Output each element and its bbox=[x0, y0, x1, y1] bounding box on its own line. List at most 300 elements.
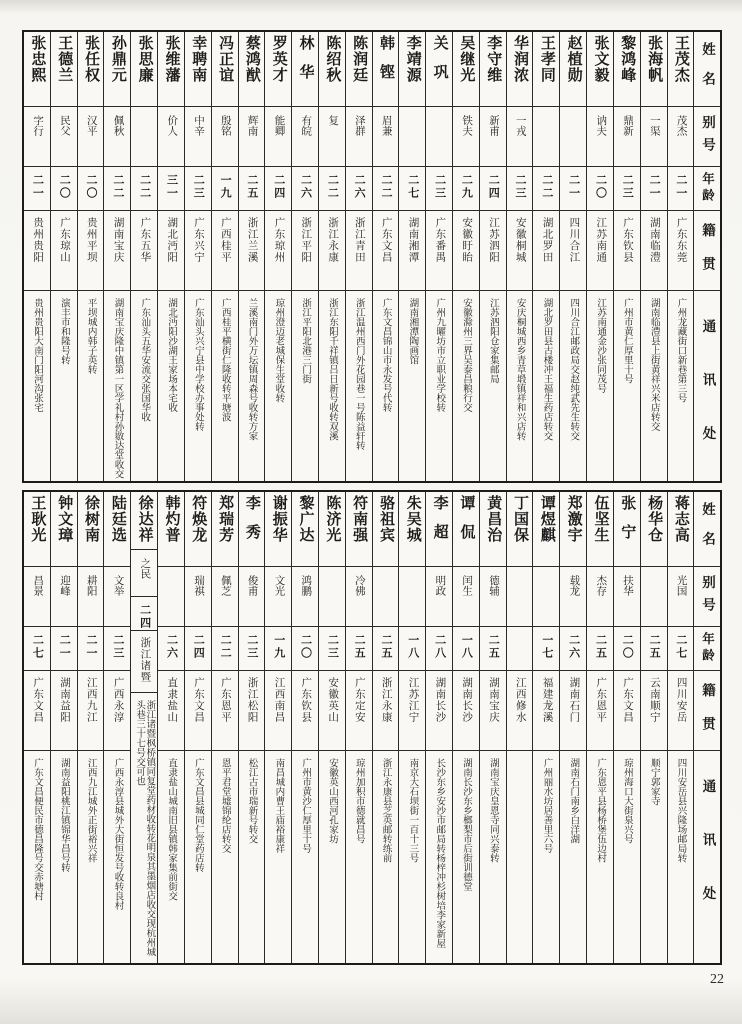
name-cell-text: 陆廷选 bbox=[109, 495, 126, 543]
origin-cell bbox=[78, 211, 104, 291]
name-cell bbox=[614, 492, 640, 567]
age-cell-text: 二二 bbox=[138, 174, 151, 200]
alias-cell bbox=[480, 567, 506, 627]
name-cell-text: 王德兰 bbox=[56, 35, 73, 83]
age-cell-text: 二〇 bbox=[594, 174, 607, 200]
alias-cell bbox=[158, 107, 184, 167]
origin-cell bbox=[426, 671, 452, 751]
entry-column bbox=[613, 492, 640, 963]
age-cell bbox=[426, 627, 452, 671]
address-cell-text: 南昌城内曹王庙裕康祥 bbox=[273, 758, 284, 853]
entry-column bbox=[264, 492, 291, 963]
alias-cell bbox=[453, 567, 479, 627]
address-cell bbox=[51, 291, 77, 481]
header-address bbox=[694, 751, 720, 963]
age-cell-text: 二四 bbox=[138, 603, 151, 630]
age-cell-text: 二三 bbox=[111, 634, 124, 660]
origin-cell-text: 广西永淳 bbox=[112, 677, 124, 723]
name-cell-text: 张任权 bbox=[83, 35, 100, 83]
origin-cell-text: 湖南益阳 bbox=[58, 677, 70, 723]
name-cell bbox=[239, 32, 265, 107]
origin-cell bbox=[319, 211, 345, 291]
age-cell bbox=[51, 627, 77, 671]
origin-cell-text: 广东五华 bbox=[139, 217, 151, 263]
origin-cell-text: 湖北沔阳 bbox=[166, 217, 178, 263]
name-cell bbox=[641, 492, 667, 567]
address-cell bbox=[373, 751, 399, 963]
alias-cell bbox=[614, 107, 640, 167]
entry-column bbox=[318, 492, 345, 963]
entry-column bbox=[372, 32, 399, 481]
age-cell bbox=[533, 627, 559, 671]
address-cell bbox=[480, 751, 506, 963]
name-cell bbox=[158, 32, 184, 107]
origin-cell bbox=[265, 211, 291, 291]
age-cell-text: 二三 bbox=[514, 174, 527, 200]
origin-cell-text: 湖南长沙 bbox=[434, 677, 446, 723]
header-name bbox=[694, 492, 720, 567]
origin-cell bbox=[158, 211, 184, 291]
age-cell-text: 二四 bbox=[192, 634, 205, 660]
address-cell-text: 浙江诸暨枫桥镇同复堂药材收转花明泉其墨烟店收交现杭州城头巷三十七号交可也 bbox=[134, 700, 155, 957]
name-cell bbox=[212, 32, 238, 107]
address-cell bbox=[373, 291, 399, 481]
address-cell bbox=[641, 751, 667, 963]
name-cell-text: 陈润廷 bbox=[351, 35, 368, 83]
origin-cell-text: 广东番禺 bbox=[434, 217, 446, 263]
name-cell-text: 赵植勋 bbox=[565, 35, 582, 83]
age-cell-text: 二一 bbox=[31, 174, 44, 200]
address-cell-text: 琼州澄迈老城保生堂收转 bbox=[273, 298, 284, 403]
address-cell bbox=[346, 751, 372, 963]
header-age bbox=[694, 167, 720, 211]
entry-column bbox=[291, 32, 318, 481]
alias-cell-text: 一戎 bbox=[514, 115, 526, 136]
address-cell-text: 四川合江邮政局交赵纯武先生转交 bbox=[568, 298, 579, 441]
alias-cell bbox=[24, 107, 50, 167]
address-cell bbox=[560, 751, 586, 963]
name-cell bbox=[399, 492, 425, 567]
header-origin bbox=[694, 671, 720, 751]
alias-cell-text: 茂杰 bbox=[675, 115, 687, 136]
origin-cell-text: 广东钦县 bbox=[300, 677, 312, 723]
address-cell-text: 恩平君堂墟锦纶店转交 bbox=[219, 758, 230, 853]
header-name-text: 姓名 bbox=[699, 42, 715, 101]
origin-cell-text: 湖南宝庆 bbox=[112, 217, 124, 263]
alias-cell-text: 佩秋 bbox=[112, 115, 124, 136]
alias-cell-text: 瑞祺 bbox=[193, 575, 205, 596]
age-cell bbox=[185, 627, 211, 671]
address-cell-text: 广东文昌便民市德昌隆号交赤塘村 bbox=[32, 758, 43, 901]
alias-cell-text: 文光 bbox=[273, 575, 285, 596]
address-cell bbox=[560, 291, 586, 481]
origin-cell-text: 湖南临澧 bbox=[648, 217, 660, 263]
name-cell-text: 郑瑞芳 bbox=[217, 495, 234, 543]
alias-cell bbox=[51, 567, 77, 627]
name-cell bbox=[319, 492, 345, 567]
name-cell bbox=[453, 32, 479, 107]
alias-cell bbox=[292, 107, 318, 167]
alias-cell bbox=[399, 107, 425, 167]
origin-cell-text: 江苏泗阳 bbox=[487, 217, 499, 263]
header-origin-text: 籍贯 bbox=[699, 683, 715, 750]
age-cell bbox=[560, 167, 586, 211]
alias-cell bbox=[560, 107, 586, 167]
name-cell-text: 罗英才 bbox=[270, 35, 287, 83]
origin-cell-text: 广东文昌 bbox=[380, 217, 392, 263]
name-cell-text: 张思廉 bbox=[136, 35, 153, 83]
entry-column bbox=[425, 492, 452, 963]
header-origin-text: 籍贯 bbox=[699, 223, 715, 290]
address-cell-text: 长沙东乡安沙市邮局转杨梓冲杉树培李家新屋 bbox=[434, 758, 445, 948]
age-cell bbox=[533, 167, 559, 211]
header-alias-text: 别号 bbox=[699, 575, 715, 620]
name-cell-text: 蔡鸿猷 bbox=[243, 35, 260, 83]
address-cell bbox=[292, 751, 318, 963]
name-cell-text: 伍坚生 bbox=[592, 495, 609, 543]
alias-cell-text: 闰生 bbox=[461, 575, 473, 596]
entry-column bbox=[345, 492, 372, 963]
origin-cell bbox=[51, 671, 77, 751]
entry-column bbox=[532, 32, 559, 481]
age-cell bbox=[507, 627, 533, 671]
address-cell bbox=[668, 291, 694, 481]
origin-cell-text: 广东文昌 bbox=[32, 677, 44, 723]
name-cell-text: 张海帆 bbox=[646, 35, 663, 83]
origin-cell-text: 广东文昌 bbox=[193, 677, 205, 723]
age-cell-text: 二一 bbox=[58, 634, 71, 660]
age-cell-text: 二一 bbox=[674, 174, 687, 200]
address-cell-text: 广东恩平县杨桥堡伍边村 bbox=[595, 758, 606, 863]
name-cell bbox=[292, 32, 318, 107]
age-cell-text: 二一 bbox=[85, 634, 98, 660]
address-cell bbox=[399, 291, 425, 481]
age-cell bbox=[51, 167, 77, 211]
name-cell-text: 韩铿 bbox=[377, 35, 394, 93]
entry-column bbox=[77, 492, 104, 963]
age-cell bbox=[587, 167, 613, 211]
address-cell-text: 安庆桐城西乡青草塅镇祥和兴店转 bbox=[514, 298, 525, 441]
entry-column bbox=[264, 32, 291, 481]
name-cell bbox=[668, 32, 694, 107]
age-cell bbox=[104, 167, 130, 211]
alias-cell bbox=[78, 567, 104, 627]
name-cell-text: 王茂杰 bbox=[672, 35, 689, 83]
address-cell-text: 贵州贵阳大南门阳河沟张宅 bbox=[32, 298, 43, 412]
origin-cell bbox=[212, 211, 238, 291]
age-cell bbox=[426, 167, 452, 211]
age-cell-text: 二〇 bbox=[58, 174, 71, 200]
address-cell bbox=[507, 291, 533, 481]
name-cell bbox=[51, 32, 77, 107]
age-cell-text: 二二 bbox=[540, 174, 553, 200]
origin-cell bbox=[399, 671, 425, 751]
name-cell-text: 朱吴城 bbox=[404, 495, 421, 543]
address-cell-text: 兰溪南门外万坛镇周森号收转方家 bbox=[246, 298, 257, 441]
name-cell-text: 谢振华 bbox=[270, 495, 287, 543]
age-cell bbox=[373, 167, 399, 211]
origin-cell-text: 湖南湘潭 bbox=[407, 217, 419, 263]
address-cell-text: 湖北罗田县古楼冲王福生药店转交 bbox=[541, 298, 552, 441]
address-cell bbox=[131, 291, 157, 481]
origin-cell bbox=[507, 671, 533, 751]
header-column bbox=[693, 492, 720, 963]
name-cell bbox=[265, 492, 291, 567]
origin-cell-text: 广西桂平 bbox=[219, 217, 231, 263]
origin-cell bbox=[533, 211, 559, 291]
age-cell-text: 一八 bbox=[460, 634, 473, 660]
address-cell-text: 湖南宝庆隆中镇第一区学礼村孙敭达堂收交 bbox=[112, 298, 123, 479]
alias-cell-text: 昌景 bbox=[32, 575, 44, 596]
alias-cell bbox=[614, 567, 640, 627]
name-cell-text: 王耿光 bbox=[29, 495, 46, 543]
address-cell-text: 琼州加积市德就昌号 bbox=[353, 758, 364, 844]
alias-cell bbox=[507, 107, 533, 167]
address-cell bbox=[399, 751, 425, 963]
name-cell-text: 李靖源 bbox=[404, 35, 421, 83]
age-cell-text: 一九 bbox=[272, 634, 285, 660]
origin-cell bbox=[131, 631, 157, 693]
address-cell-text: 安徽滁州三界吴泰昌粮行交 bbox=[461, 298, 472, 412]
entry-column bbox=[559, 492, 586, 963]
name-cell bbox=[587, 32, 613, 107]
age-cell bbox=[614, 167, 640, 211]
origin-cell-text: 江苏江宁 bbox=[407, 677, 419, 723]
address-cell bbox=[480, 291, 506, 481]
origin-cell bbox=[239, 671, 265, 751]
age-cell-text: 二二 bbox=[379, 174, 392, 200]
header-age bbox=[694, 627, 720, 671]
age-cell-text: 二二 bbox=[326, 174, 339, 200]
name-cell bbox=[614, 32, 640, 107]
origin-cell bbox=[453, 211, 479, 291]
name-cell bbox=[507, 32, 533, 107]
alias-cell bbox=[185, 107, 211, 167]
alias-cell bbox=[399, 567, 425, 627]
origin-cell-text: 湖南长沙 bbox=[461, 677, 473, 723]
entry-column bbox=[398, 32, 425, 481]
alias-cell bbox=[265, 107, 291, 167]
age-cell bbox=[265, 167, 291, 211]
name-cell bbox=[104, 32, 130, 107]
address-cell-text: 直隶盐山城南旧县镇韩家集前街交 bbox=[166, 758, 177, 901]
entry-column bbox=[50, 32, 77, 481]
origin-cell-text: 浙江永康 bbox=[380, 677, 392, 723]
alias-cell-text: 文举 bbox=[112, 575, 124, 596]
entry-column bbox=[452, 492, 479, 963]
age-cell-text: 二八 bbox=[433, 634, 446, 660]
address-cell bbox=[104, 751, 130, 963]
address-cell bbox=[614, 291, 640, 481]
name-cell bbox=[158, 492, 184, 567]
entry-column bbox=[291, 492, 318, 963]
origin-cell-text: 浙江诸暨 bbox=[139, 637, 151, 684]
address-cell bbox=[587, 751, 613, 963]
address-cell bbox=[507, 751, 533, 963]
alias-cell bbox=[373, 107, 399, 167]
name-cell-text: 张文毅 bbox=[592, 35, 609, 83]
origin-cell bbox=[373, 211, 399, 291]
origin-cell-text: 安徽盱眙 bbox=[461, 217, 473, 263]
age-cell-text: 二五 bbox=[353, 634, 366, 660]
origin-cell bbox=[212, 671, 238, 751]
address-cell bbox=[453, 291, 479, 481]
name-cell bbox=[453, 492, 479, 567]
age-cell-text: 二六 bbox=[353, 174, 366, 200]
alias-cell-text: 价人 bbox=[166, 115, 178, 136]
age-cell bbox=[560, 627, 586, 671]
origin-cell bbox=[158, 671, 184, 751]
address-cell bbox=[587, 291, 613, 481]
address-cell-text: 演丰市和隆号转 bbox=[58, 298, 69, 365]
name-cell bbox=[185, 492, 211, 567]
address-cell bbox=[185, 751, 211, 963]
alias-cell bbox=[239, 107, 265, 167]
age-cell-text: 一八 bbox=[406, 634, 419, 660]
name-cell bbox=[373, 492, 399, 567]
alias-cell-text: 明政 bbox=[434, 575, 446, 596]
header-age-text: 年龄 bbox=[700, 632, 715, 665]
origin-cell bbox=[51, 211, 77, 291]
entry-column bbox=[24, 32, 50, 481]
age-cell bbox=[453, 627, 479, 671]
alias-cell-text: 汉平 bbox=[85, 115, 97, 136]
address-cell bbox=[668, 751, 694, 963]
name-cell bbox=[641, 32, 667, 107]
entry-column bbox=[559, 32, 586, 481]
age-cell bbox=[265, 627, 291, 671]
address-cell bbox=[78, 291, 104, 481]
alias-cell bbox=[24, 567, 50, 627]
origin-cell bbox=[319, 671, 345, 751]
origin-cell-text: 安徽桐城 bbox=[514, 217, 526, 263]
entry-column bbox=[77, 32, 104, 481]
address-cell bbox=[265, 751, 291, 963]
alias-cell-text: 鼎新 bbox=[622, 115, 634, 136]
age-cell-text: 一七 bbox=[540, 634, 553, 660]
age-cell bbox=[668, 167, 694, 211]
alias-cell bbox=[641, 107, 667, 167]
address-cell-text: 南京大石坝街一百十三号 bbox=[407, 758, 418, 863]
address-cell bbox=[212, 751, 238, 963]
alias-cell-text: 复 bbox=[327, 115, 339, 126]
address-cell-text: 浙江东阳千祥镇吕日新号收转双溪 bbox=[326, 298, 337, 441]
origin-cell-text: 广东东莞 bbox=[675, 217, 687, 263]
header-age-text: 年龄 bbox=[700, 172, 715, 205]
name-cell bbox=[212, 492, 238, 567]
address-cell bbox=[239, 751, 265, 963]
address-cell bbox=[641, 291, 667, 481]
address-cell-text: 四川安岳县兴隆场邮局转 bbox=[675, 758, 686, 863]
entry-column bbox=[640, 32, 667, 481]
alias-cell bbox=[426, 567, 452, 627]
entry-column bbox=[667, 492, 694, 963]
name-cell-text: 李秀 bbox=[243, 495, 260, 553]
origin-cell-text: 福建龙溪 bbox=[541, 677, 553, 723]
address-cell-text: 安徽英山西河孔家坊 bbox=[326, 758, 337, 844]
name-cell bbox=[51, 492, 77, 567]
age-cell bbox=[641, 627, 667, 671]
origin-cell-text: 广东琼山 bbox=[58, 217, 70, 263]
address-cell-text: 广西永淳县城外大街恒发号收转良村 bbox=[112, 758, 123, 910]
origin-cell bbox=[265, 671, 291, 751]
name-cell bbox=[373, 32, 399, 107]
entry-column bbox=[318, 32, 345, 481]
entry-column bbox=[238, 492, 265, 963]
alias-cell bbox=[560, 567, 586, 627]
age-cell-text: 三一 bbox=[165, 174, 178, 200]
alias-cell-text: 新甫 bbox=[487, 115, 499, 136]
name-cell-text: 黎广达 bbox=[297, 495, 314, 543]
origin-cell-text: 浙江永康 bbox=[327, 217, 339, 263]
age-cell bbox=[319, 167, 345, 211]
address-cell bbox=[426, 751, 452, 963]
entry-column bbox=[613, 32, 640, 481]
address-cell bbox=[614, 751, 640, 963]
name-cell-text: 徐达祥 bbox=[136, 495, 153, 543]
alias-cell-text: 辉南 bbox=[246, 115, 258, 136]
origin-cell-text: 浙江兰溪 bbox=[246, 217, 258, 263]
name-cell bbox=[239, 492, 265, 567]
header-name-text: 姓名 bbox=[699, 502, 715, 561]
age-cell bbox=[292, 627, 318, 671]
address-cell bbox=[239, 291, 265, 481]
origin-cell bbox=[668, 671, 694, 751]
address-cell-text: 湖南益阳桃江镇锦华昌号转 bbox=[58, 758, 69, 872]
alias-cell-text: 能卿 bbox=[273, 115, 285, 136]
age-cell-text: 二二 bbox=[111, 174, 124, 200]
entry-column bbox=[103, 492, 130, 963]
origin-cell bbox=[373, 671, 399, 751]
address-cell-text: 广州市黄沙仁厚里十号 bbox=[300, 758, 311, 853]
name-cell bbox=[104, 492, 130, 567]
origin-cell bbox=[453, 671, 479, 751]
alias-cell-text: 民父 bbox=[58, 115, 70, 136]
age-cell bbox=[185, 167, 211, 211]
entry-column bbox=[425, 32, 452, 481]
origin-cell bbox=[560, 211, 586, 291]
alias-cell-text: 铁夫 bbox=[461, 115, 473, 136]
origin-cell-text: 广东兴宁 bbox=[193, 217, 205, 263]
age-cell-text: 二六 bbox=[165, 634, 178, 660]
address-cell-text: 顺宁郭家寺 bbox=[648, 758, 659, 806]
alias-cell-text: 字行 bbox=[32, 115, 44, 136]
age-cell bbox=[292, 167, 318, 211]
entry-column bbox=[211, 492, 238, 963]
age-cell-text: 二四 bbox=[272, 174, 285, 200]
origin-cell bbox=[641, 671, 667, 751]
name-cell-text: 陈济光 bbox=[324, 495, 341, 543]
name-cell-text: 杨华仓 bbox=[646, 495, 663, 543]
alias-cell bbox=[51, 107, 77, 167]
entry-column bbox=[211, 32, 238, 481]
alias-cell bbox=[104, 567, 130, 627]
header-address-text: 通讯处 bbox=[700, 319, 716, 480]
age-cell bbox=[104, 627, 130, 671]
name-cell-text: 关巩 bbox=[431, 35, 448, 93]
age-cell-text: 二一 bbox=[567, 174, 580, 200]
age-cell-text: 二五 bbox=[245, 174, 258, 200]
name-cell bbox=[560, 492, 586, 567]
alias-cell bbox=[131, 107, 157, 167]
origin-cell-text: 浙江平阳 bbox=[300, 217, 312, 263]
entry-column bbox=[640, 492, 667, 963]
header-column bbox=[693, 32, 720, 481]
origin-cell-text: 广东琼州 bbox=[273, 217, 285, 263]
address-cell bbox=[426, 291, 452, 481]
entry-column bbox=[103, 32, 130, 481]
age-cell-text: 二七 bbox=[406, 174, 419, 200]
